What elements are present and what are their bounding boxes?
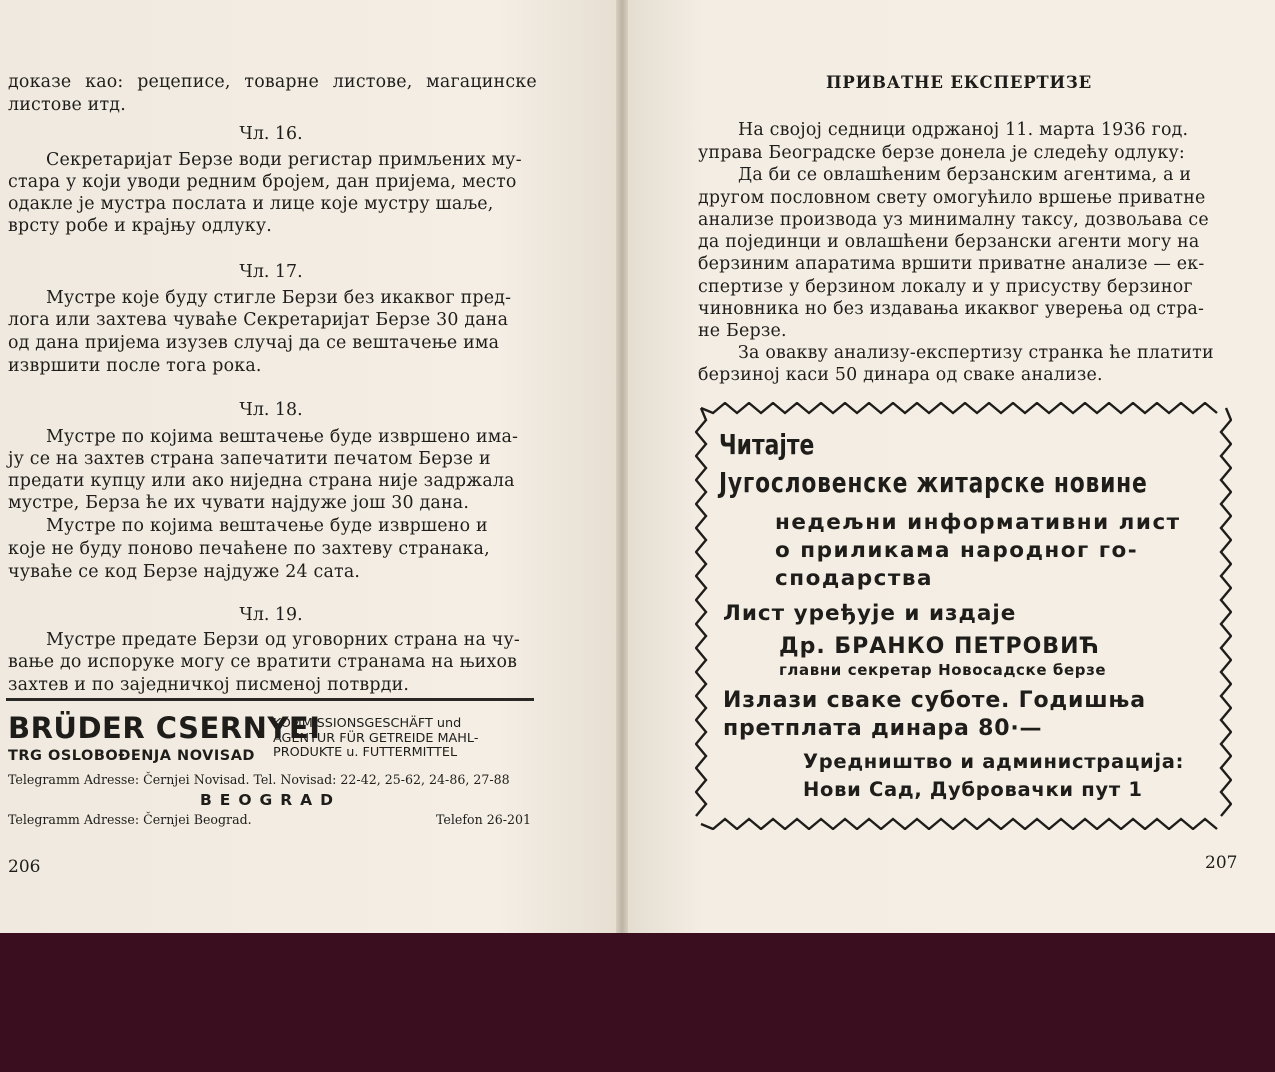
body-line: да појединци и овлашћени берзански агенти могу на [698,232,1200,252]
body-line: берзиним апаратима вршити приватне анализе — ек- [698,254,1205,274]
ad-business-line: KOMMISSIONSGESCHÄFT und [273,716,462,731]
ad-business-line: PRODUKTE u. FUTTERMITTEL [273,745,458,760]
scan-background [0,933,1275,1072]
body-line: другом пословном свету омогућило вршење приватне [698,188,1206,208]
ad-newspaper-name: Југословенске житарске новине [719,466,1148,499]
page-number-right: 207 [1205,853,1238,873]
ad-publication-info: Излази сваке суботе. Годишња [723,688,1146,713]
article-19-heading: Чл. 19. [239,605,303,625]
article-19-line: захтев и по заједничкој писменој потврди. [8,675,410,695]
ad-border-edge [696,408,706,816]
ad-editor-label: Лист уређује и издаје [723,601,1017,626]
ad-description-line: о приликама народног го- [775,538,1139,563]
article-18-line: Мустре по којима вештачење буде извршено и [46,516,488,536]
article-16-heading: Чл. 16. [239,124,303,144]
body-line: Да би се овлашћеним берзанским агентима, а и [738,165,1192,185]
ad-telegram-novisad: Telegramm Adresse: Černjei Novisad. Tel. Novisad: 22-42, 25-62, 24-86, 27-88 [8,772,510,787]
ad-description-line: недељни информативни лист [775,510,1181,535]
article-17-line: од дана пријема изузев случај да се вештачење има [8,333,500,353]
newspaper-advertisement [695,402,1232,830]
body-line: управа Београдске берзе донела је следећу одлуку: [698,143,1185,163]
body-line: берзиној каси 50 динара од сваке анализе. [698,365,1103,385]
article-17-line: извршити после тога рока. [8,356,262,376]
csernyei-advertisement [8,705,538,840]
article-16-line: одакле је мустра послата и лице које мустру шаље, [8,194,494,214]
ad-telefon-beograd: Telefon 26-201 [436,812,532,827]
ad-business-line: AGENTUR FÜR GETREIDE MAHL- [273,730,479,746]
article-18-line: чуваће се код Берзе најдуже 24 сата. [8,562,361,582]
article-16-line: врсту робе и крајњу одлуку. [8,216,273,236]
ad-border-edge [1221,408,1231,816]
body-line: спертизе у берзином локалу и у присуству берзиног [698,277,1193,297]
ad-border-edge [701,819,1217,829]
ad-company-name: BRÜDER CSERNYEI [8,711,321,745]
article-19-line: вање до испоруке могу се вратити странама на њихов [8,652,518,672]
body-line: На својој седници одржаној 11. марта 1936 год. [738,120,1189,140]
page-number-left: 206 [8,857,41,877]
article-16-line: стара у који уводи редним бројем, дан пријема, место [8,172,517,192]
ad-city-beograd: BEOGRAD [199,791,342,809]
article-18-line: предати купцу или ако ниједна страна није задржала [8,471,515,491]
ad-subscription-price: претплата динара 80·— [723,716,1043,741]
ad-divider [6,698,534,701]
right-page-title: ПРИВАТНЕ ЕКСПЕРТИЗЕ [826,73,1092,92]
ad-telegram-beograd: Telegramm Adresse: Černjei Beograd. [8,812,252,827]
body-line: За овакву анализу-експертизу странка ће платити [738,343,1214,363]
ad-business-description [273,717,538,761]
ad-description-line: сподарства [775,566,933,591]
body-line: не Берзе. [698,321,787,341]
ad-read-word: Читајте [719,428,815,461]
article-17-line: Мустре које буду стигле Берзи без икаквог пред- [46,288,512,308]
article-18-line: ју се на захтев страна запечатити печатом Берзе и [8,449,491,469]
article-18-line: које не буду поново печаћене по захтеву странака, [8,539,490,559]
ad-company-address: TRG OSLOBOĐENJA NOVISAD [8,748,255,764]
article-18-line: мустре, Берза ће их чувати најдуже још 30 дана. [8,493,470,513]
ad-editor-name: Др. БРАНКО ПЕТРОВИЋ [779,634,1100,659]
article-18-line: Мустре по којима вештачење буде извршено има- [46,427,519,447]
article-16-line: Секретаријат Берзе води регистар примљених му- [46,150,522,170]
intro-line-2: листове итд. [8,95,126,115]
book-gutter [616,0,628,933]
ad-office-label: Уредништво и администрација: [803,750,1185,773]
ad-border-edge [701,403,1217,413]
ad-editor-title: главни секретар Новосадске берзе [779,661,1107,679]
article-17-line: лога или захтева чуваће Секретаријат Берзе 30 дана [8,310,509,330]
ad-office-address: Нови Сад, Дубровачки пут 1 [803,778,1143,801]
article-17-heading: Чл. 17. [239,262,303,282]
body-line: анализе производа уз минималну таксу, дозвољава се [698,210,1209,230]
article-19-line: Мустре предате Берзи од уговорних страна на чу- [46,630,520,650]
intro-line-1: доказе као: рецеписе, товарне листове, магацинске [8,72,537,92]
article-18-heading: Чл. 18. [239,400,303,420]
body-line: чиновника но без издавања икаквог уверења од стра- [698,299,1205,319]
